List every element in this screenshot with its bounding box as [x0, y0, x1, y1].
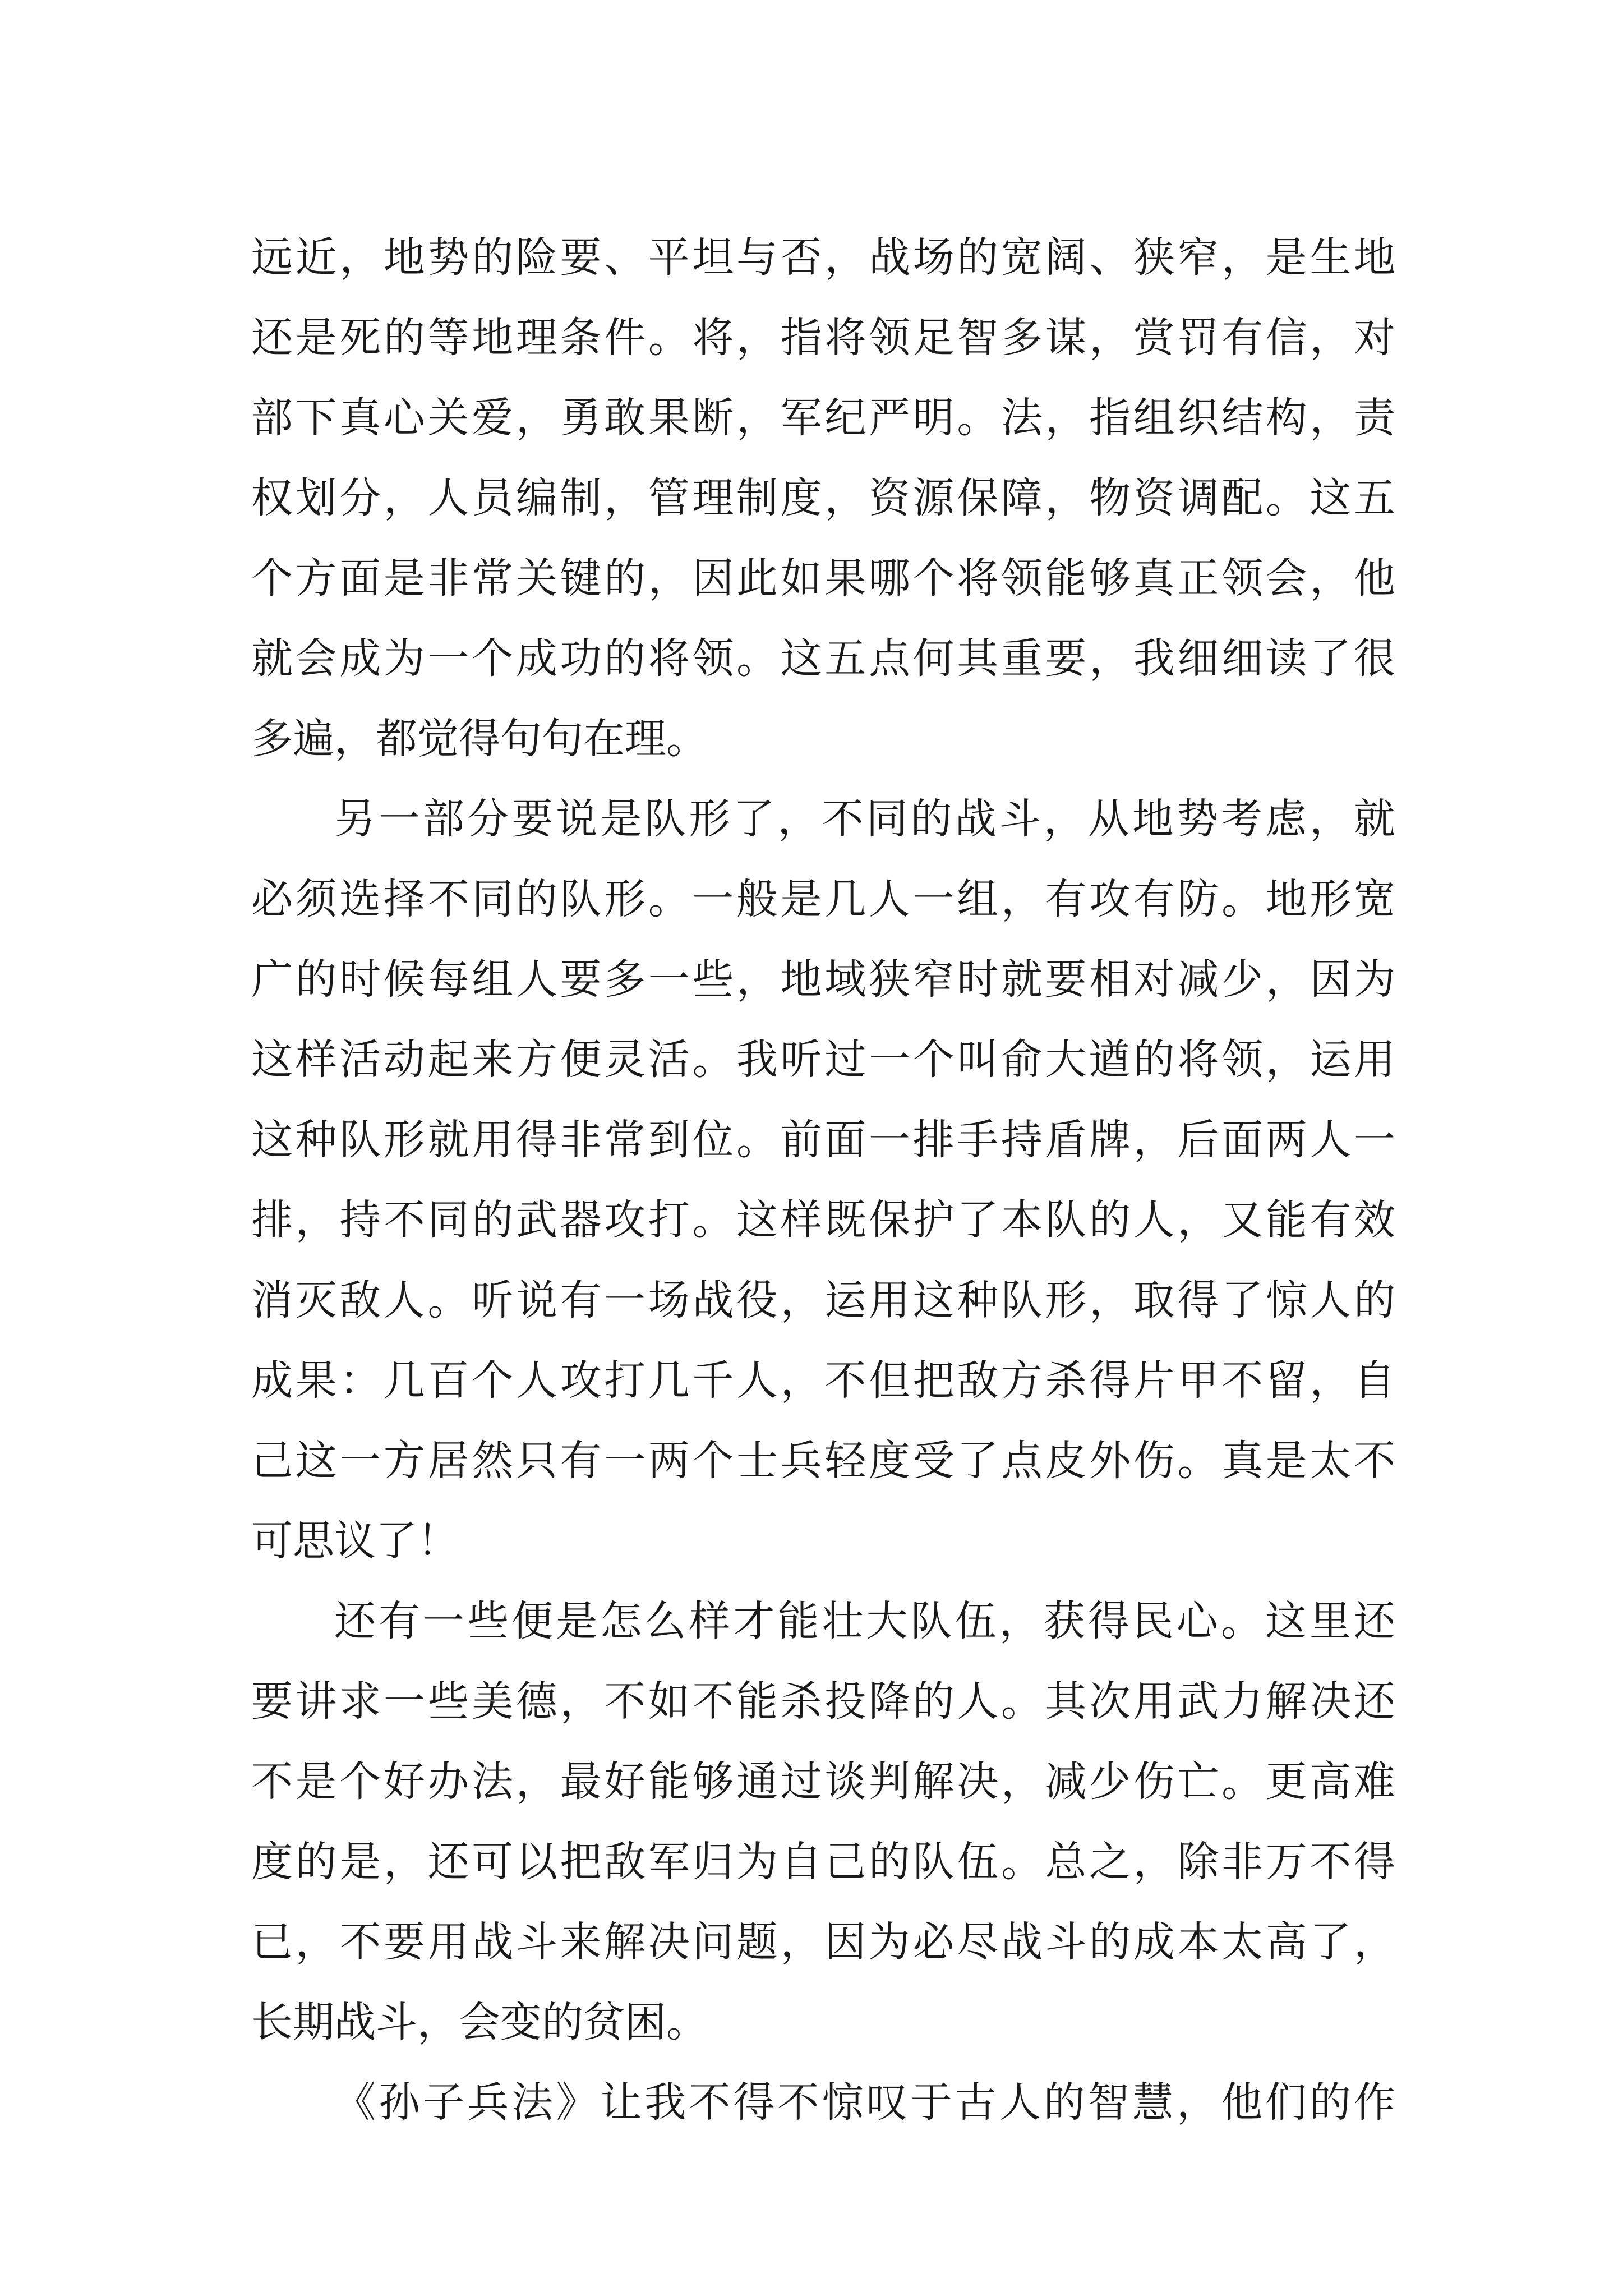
text-line: 权划分，人员编制，管理制度，资源保障，物资调配。这五: [251, 474, 1395, 522]
text-line: 还有一些便是怎么样才能壮大队伍，获得民心。这里还: [334, 1597, 1395, 1645]
text-line: 成果：几百个人攻打几千人，不但把敌方杀得片甲不留，自: [251, 1356, 1395, 1405]
text-line: 长期战斗，会变的贫困。: [251, 1998, 708, 2046]
text-line: 己这一方居然只有一两个士兵轻度受了点皮外伤。真是太不: [251, 1437, 1395, 1485]
text-line: 另一部分要说是队形了，不同的战斗，从地势考虑，就: [334, 795, 1395, 843]
text-line: 可思议了！: [251, 1517, 459, 1565]
text-line: 多遍，都觉得句句在理。: [251, 715, 708, 763]
text-line: 排，持不同的武器攻打。这样既保护了本队的人，又能有效: [251, 1196, 1395, 1244]
text-line: 要讲求一些美德，不如不能杀投降的人。其次用武力解决还: [251, 1677, 1395, 1726]
text-line: 不是个好办法，最好能够通过谈判解决，减少伤亡。更高难: [251, 1757, 1395, 1806]
text-line: 广的时候每组人要多一些，地域狭窄时就要相对减少，因为: [251, 955, 1395, 1004]
text-line: 个方面是非常关键的，因此如果哪个将领能够真正领会，他: [251, 554, 1395, 602]
text-line: 已，不要用战斗来解决问题，因为必尽战斗的成本太高了，: [251, 1918, 1395, 1966]
text-line: 这种队形就用得非常到位。前面一排手持盾牌，后面两人一: [251, 1116, 1395, 1164]
text-line: 部下真心关爱，勇敢果断，军纪严明。法，指组织结构，责: [251, 394, 1395, 442]
text-line: 还是死的等地理条件。将，指将领足智多谋，赏罚有信，对: [251, 314, 1395, 362]
document-body: [251, 218, 1395, 2143]
text-line: 就会成为一个成功的将领。这五点何其重要，我细细读了很: [251, 634, 1395, 683]
text-line: 度的是，还可以把敌军归为自己的队伍。总之，除非万不得: [251, 1838, 1395, 1886]
text-line: 必须选择不同的队形。一般是几人一组，有攻有防。地形宽: [251, 875, 1395, 923]
text-line: 《孙子兵法》让我不得不惊叹于古人的智慧，他们的作: [334, 2078, 1395, 2127]
text-line: 这样活动起来方便灵活。我听过一个叫俞大遒的将领，运用: [251, 1036, 1395, 1084]
text-line: 远近，地势的险要、平坦与否，战场的宽阔、狭窄，是生地: [251, 233, 1395, 282]
text-line: 消灭敌人。听说有一场战役，运用这种队形，取得了惊人的: [251, 1276, 1395, 1324]
